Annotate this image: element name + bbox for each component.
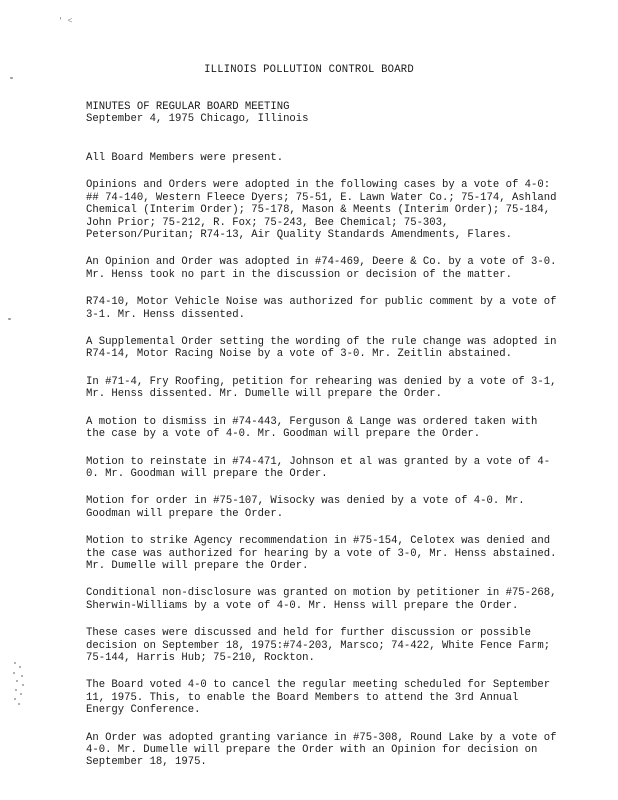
minutes-paragraph: These cases were discussed and held for further discussion or possible decision on September 18, 1975:#74-203, Marsco; 74-422, White Fence Farm; 75-144, Harris Hub; 75-210, Rockton. [86, 627, 551, 664]
minutes-paragraph: Motion to reinstate in #74-471, Johnson et al was granted by a vote of 4-0. Mr. Goodman will prepare the Order. [86, 455, 551, 480]
scan-speck [8, 318, 11, 320]
meeting-date-location: September 4, 1975 Chicago, Illinois [86, 113, 309, 126]
minutes-paragraph: A motion to dismiss in #74-443, Ferguson & Lange was ordered taken with the case by a vote of 4-0. Mr. Goodman will prepare the Order. [86, 415, 538, 441]
minutes-paragraph: The Board voted 4-0 to cancel the regular meeting scheduled for September 11, 1975. This, to enable the Board Members to attend the 3rd Annual Energy Conference. [86, 679, 551, 717]
minutes-paragraph: All Board Members were present. [86, 152, 284, 164]
scan-mark: ' < [58, 17, 73, 26]
minutes-paragraph: In #71-4, Fry Roofing, petition for rehearing was denied by a vote of 3-1, Mr. Henss dissented. Mr. Dumelle will prepare the Order. [86, 375, 557, 401]
minutes-paragraph: Motion to strike Agency recommendation in #75-154, Celotex was denied and the case was authorized for hearing by a vote of 3-0, Mr. Henss abstained. Mr. Dumelle will prepare the Order. [86, 535, 557, 572]
document-title: ILLINOIS POLLUTION CONTROL BOARD [204, 64, 414, 76]
minutes-paragraph: An Opinion and Order was adopted in #74-469, Deere & Co. by a vote of 3-0. Mr. Henss took no part in the discussion or decision of the matter. [86, 256, 557, 281]
scan-noise [12, 660, 26, 706]
meeting-header [86, 101, 556, 126]
meeting-subtitle: MINUTES OF REGULAR BOARD MEETING [86, 101, 290, 113]
minutes-paragraph: A Supplemental Order setting the wording of the rule change was adopted in R74-14, Motor Racing Noise by a vote of 3-0. Mr. Zeitlin abstained. [86, 336, 557, 361]
minutes-paragraph: Opinions and Orders were adopted in the following cases by a vote of 4-0: ## 74-140, Western Fleece Dyers; 75-51, E. Lawn Water Co.; 75-174, Ashland Chemical (Interim Order); 75-178, Mason & Meents (Interim Order); 75-184, John Prior; 75-212, R. Fox; 75-243, Bee Chemical; 75-303, Peterson/Puritan; R74-13, Air Quality Standards Amendments, Flares. [86, 179, 557, 242]
minutes-paragraph: Motion for order in #75-107, Wisocky was denied by a vote of 4-0. Mr. Goodman will prepare the Order. [86, 495, 525, 520]
minutes-paragraph: An Order was adopted granting variance in #75-308, Round Lake by a vote of 4-0. Mr. Dumelle will prepare the Order with an Opinion for decision on September 18, 1975. [86, 731, 557, 769]
minutes-paragraph: Conditional non-disclosure was granted on motion by petitioner in #75-268, Sherwin-Williams by a vote of 4-0. Mr. Henss will prepare the Order. [86, 587, 557, 612]
scan-speck [10, 77, 13, 79]
minutes-paragraph: R74-10, Motor Vehicle Noise was authorized for public comment by a vote of 3-1. Mr. Henss dissented. [86, 296, 557, 321]
minutes-body [86, 152, 560, 784]
